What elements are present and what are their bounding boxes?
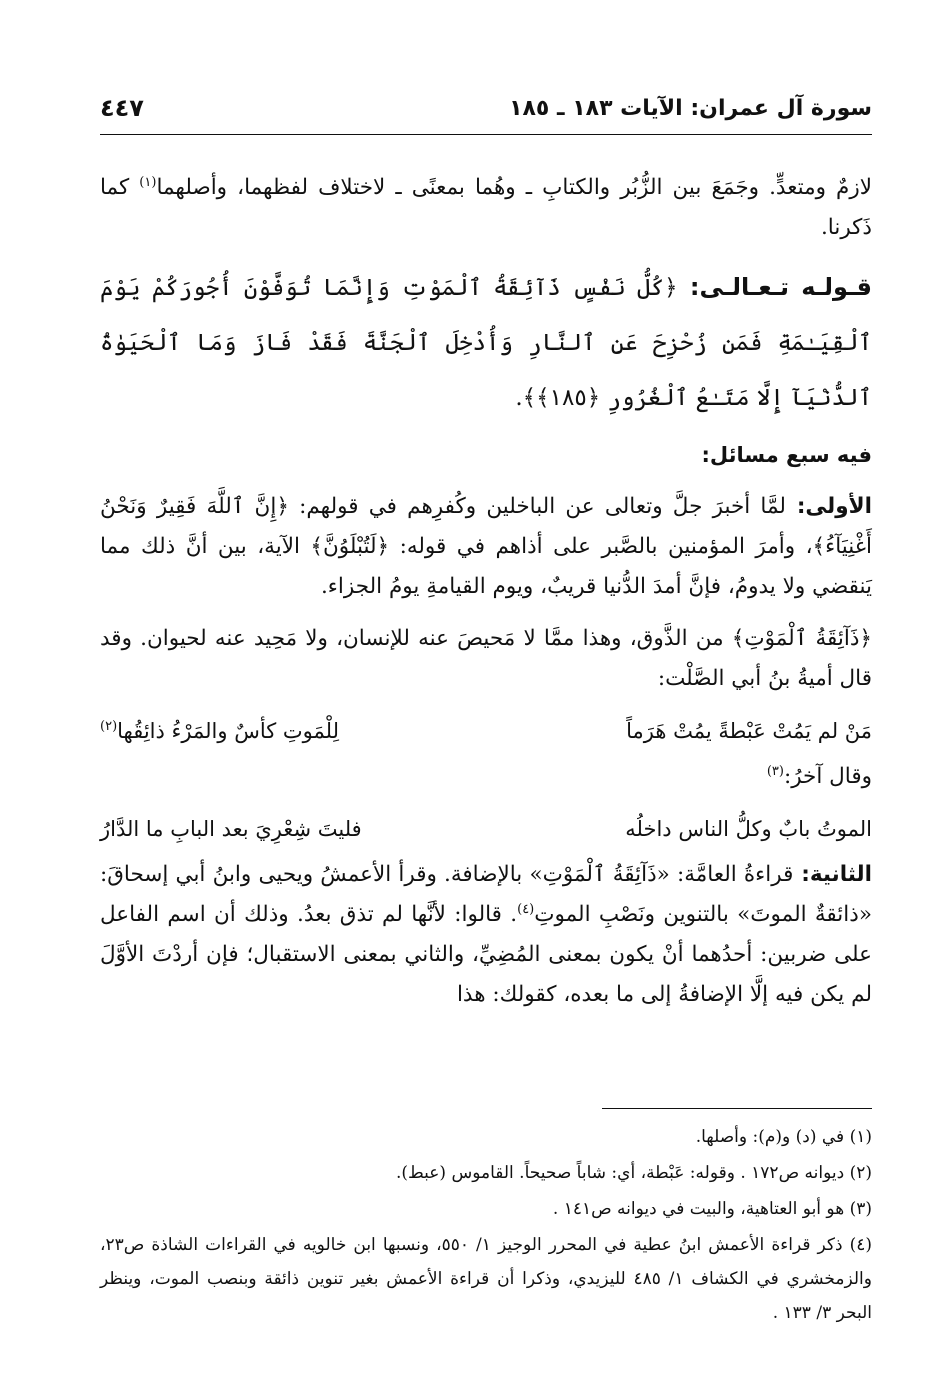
footnote-ref: (٤) bbox=[517, 901, 535, 917]
issue-second-text-a: قراءةُ العامَّة: «ذَآئِقَةُ ٱلْمَوْتِ» بالإضافة. وقرأ الأعمشُ ويحيى وابنُ أبي إسحاقَ: «ذائقةٌ الموتَ» بالتنوين ونَصْبِ الموتِ bbox=[100, 862, 872, 927]
other-poet-line bbox=[100, 757, 872, 797]
footnote-3: (٣) هو أبو العتاهية، والبيت في ديوانه ص١٤١ . bbox=[552, 1199, 872, 1219]
issue-first bbox=[100, 487, 872, 607]
poem-verse-1 bbox=[100, 711, 872, 751]
issue-second-label: الثانية: bbox=[793, 862, 872, 887]
running-header bbox=[100, 90, 872, 135]
paragraph-dhaiqa: ﴿ذَآئِقَةُ ٱلْمَوْتِ﴾ من الذَّوق، وهذا ممَّا لا مَحيصَ عنه للإنسان، ولا مَحِيد عنه لحيوان. وقد قال أميةُ بنُ أبي الصَّلْت: bbox=[100, 626, 872, 691]
poem-2-hemistich-b: فليتَ شِعْرِيَ بعد البابِ ما الدَّارُ bbox=[100, 817, 362, 841]
poem-1-hemistich-b-wrap: لِلْمَوتِ كأسٌ والمَرْءُ ذائِقُها(٢) bbox=[100, 711, 339, 751]
issue-second bbox=[100, 855, 872, 1015]
paragraph-intro-end: كما ذَكرنا. bbox=[100, 175, 872, 240]
footnote-2: (٢) ديوانه ص١٧٢ . وقوله: عَبْطة، أي: شاباً صحيحاً. القاموس (عبط). bbox=[395, 1163, 872, 1183]
paragraph-intro bbox=[100, 168, 872, 248]
poem-1-hemistich-b: لِلْمَوتِ كأسٌ والمَرْءُ ذائِقُها bbox=[117, 719, 340, 743]
page-number: ٤٤٧ bbox=[100, 94, 144, 122]
footnotes bbox=[100, 1118, 872, 1332]
issue-second-text-b: . قالوا: لأنَّها لم تذق بعدُ. وذلك أن اسم الفاعل على ضربين: أحدُهما أنْ يكون بمعنى المُضِيِّ، والثاني بمعنى الاستقبال؛ فإن أردْتَ الأوَّلَ لم يكن فيه إلَّا الإضافةُ إلى ما بعده، كقولك: هذا bbox=[100, 902, 872, 1007]
footnote-4: (٤) ذكر قراءة الأعمش ابنُ عطية في المحرر الوجيز ١/ ٥٥٠، ونسبها ابن خالويه في القراءات الشاذة ص٢٣، والزمخشري في الكشاف ١/ ٤٨٥ لليزيدي، وذكرا أن قراءة الأعمش بغير تنوين ذائقة وبنصب الموت، وينظر البحر ٣/ ١٣٣ . bbox=[100, 1235, 873, 1323]
issue-first-text: لمَّا أخبرَ جلَّ وتعالى عن الباخلين وكُفرِهم في قولهم: ﴿إِنَّ ٱللَّهَ فَقِيرٌ وَنَحْنُ أَغْنِيَآءُ﴾، وأمرَ المؤمنين بالصَّبر على أذاهم في قوله: ﴿لَتُبْلَوُنَّ﴾ الآية، بين أنَّ ذلك مما يَنقضي ولا يدومُ، فإنَّ أمدَ الدُّنيا قريبٌ، ويوم القيامةِ يومُ الجزاء. bbox=[100, 494, 872, 599]
paragraph-intro-text: لازمٌ ومتعدٍّ. وجَمَعَ بين الزُّبُر والكتابِ ـ وهُما بمعنًى ـ لاختلاف لفظهما، وأصلهما bbox=[156, 175, 872, 200]
verse-block bbox=[100, 260, 872, 425]
poem-verse-2 bbox=[100, 809, 872, 849]
issue-first-label: الأولى: bbox=[785, 494, 872, 519]
footnote-divider bbox=[602, 1108, 872, 1109]
quran-verse: ﴿كُلُّ نَفْسٍ ذَآئِقَةُ ٱلْمَوْتِ وَإِنَّمَا تُوَفَّوْنَ أُجُورَكُمْ يَوْمَ ٱلْقِيَـٰمَةِ فَمَن زُحْزِحَ عَنِ ٱلنَّارِ وَأُدْخِلَ ٱلْجَنَّةَ فَقَدْ فَازَ وَمَا ٱلْحَيَوٰةُ ٱلدُّنْيَآ إِلَّا مَتَـٰعُ ٱلْغُرُورِ ﴿١٨٥﴾﴾. bbox=[100, 275, 872, 411]
other-poet-text: وقال آخرُ: bbox=[783, 764, 872, 789]
chapter-title: سورة آل عمران: الآيات ١٨٣ ـ ١٨٥ bbox=[509, 96, 872, 121]
section-heading: فيه سبع مسائل: bbox=[701, 443, 872, 467]
main-text bbox=[100, 168, 872, 1027]
verse-intro: قـولـه تـعـالـى: bbox=[677, 273, 873, 301]
footnote-ref: (٣) bbox=[766, 763, 784, 779]
footnote-1: (١) في (د) و(م): وأصلها. bbox=[695, 1127, 872, 1147]
poem-1-hemistich-a: مَنْ لم يَمُتْ عَبْطةً يمُتْ هَرَماً bbox=[626, 719, 872, 743]
footnote-ref: (١) bbox=[139, 174, 157, 190]
poem-2-hemistich-a: الموتُ بابٌ وكلُّ الناس داخلُه bbox=[625, 817, 872, 841]
